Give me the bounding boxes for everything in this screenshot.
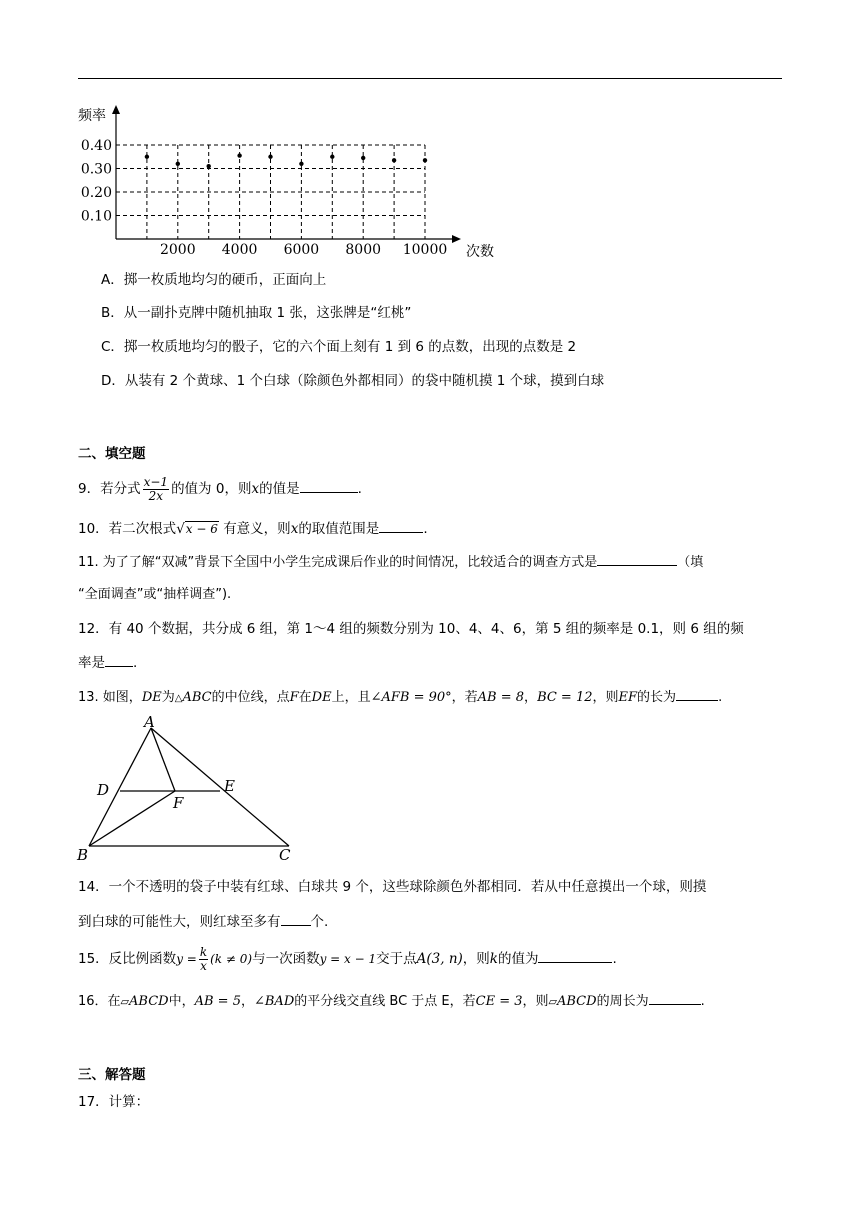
option-c: C．掷一枚质地均匀的骰子，它的六个面上刻有 1 到 6 的点数，出现的点数是 2 bbox=[101, 339, 577, 355]
question-16 bbox=[78, 990, 705, 1012]
q13-t6: ，则 bbox=[592, 690, 619, 705]
label-point-c: C bbox=[279, 846, 291, 864]
q12-answer-blank[interactable] bbox=[105, 652, 133, 667]
frequency-chart bbox=[74, 100, 504, 265]
x-tick-label: 6000 bbox=[283, 242, 320, 258]
q16-abcd-2: ABCD bbox=[557, 994, 597, 1009]
q13-t1: 为 bbox=[161, 690, 175, 705]
q15-linear-function: y = x − 1 bbox=[319, 952, 377, 966]
q11-paren: （填 bbox=[677, 555, 704, 570]
q15-end: . bbox=[612, 951, 617, 967]
q13-triangle-abc: ABC bbox=[182, 690, 212, 705]
option-d: D．从装有 2 个黄球、1 个白球（除颜色外都相同）的袋中随机摸 1 个球，摸到白球 bbox=[101, 373, 605, 389]
q9-numerator: x−1 bbox=[143, 474, 169, 489]
q15-t3: ，则 bbox=[462, 951, 490, 967]
q12-end: . bbox=[133, 655, 138, 671]
q16-t3: 的平分线交直线 BC 于点 E，若 bbox=[294, 994, 476, 1009]
q13-comma: ， bbox=[524, 690, 538, 705]
q13-point-f: F bbox=[289, 690, 299, 705]
data-point bbox=[176, 162, 180, 166]
data-point bbox=[299, 162, 303, 166]
q16-t2: ， bbox=[240, 994, 254, 1009]
q15-text-pre: 15．反比例函数 bbox=[78, 951, 177, 967]
q16-ce-value: CE = 3 bbox=[475, 994, 523, 1009]
q9-text-pre: 9．若分式 bbox=[78, 481, 141, 497]
question-12-line2 bbox=[78, 652, 137, 673]
q10-sqrt: √x − 6 bbox=[176, 521, 218, 537]
q16-end: . bbox=[700, 994, 705, 1009]
q9-answer-blank[interactable] bbox=[300, 478, 358, 493]
question-17: 17．计算： bbox=[78, 1094, 150, 1110]
x-tick-label: 2000 bbox=[159, 242, 196, 258]
question-13 bbox=[78, 686, 722, 709]
q9-variable: x bbox=[251, 481, 260, 497]
data-point bbox=[237, 153, 241, 157]
question-12-line1: 12．有 40 个数据，共分成 6 组，第 1～4 组的频数分别为 10、4、4、6，第 5 组的频率是 0.1，则 6 组的频 bbox=[78, 621, 744, 637]
geometry-figure bbox=[74, 716, 304, 866]
q10-text-post: 的取值范围是 bbox=[298, 521, 380, 537]
q13-segment-de-2: DE bbox=[311, 690, 332, 705]
data-point bbox=[330, 155, 334, 159]
q13-t2: 的中位线，点 bbox=[211, 690, 290, 705]
q15-answer-blank[interactable] bbox=[538, 948, 612, 963]
q11-answer-blank[interactable] bbox=[597, 551, 677, 566]
y-tick-label: 0.40 bbox=[80, 138, 112, 154]
q16-t1: 中， bbox=[168, 994, 195, 1009]
q15-t2: 交于点 bbox=[376, 951, 417, 967]
y-tick-label: 0.10 bbox=[80, 208, 112, 225]
section-answer-title: 三、解答题 bbox=[78, 1067, 146, 1083]
q9-denominator: 2x bbox=[148, 488, 164, 503]
q15-text-mid: 与一次函数 bbox=[252, 951, 320, 967]
question-10 bbox=[78, 518, 428, 539]
q14-end: 个. bbox=[310, 914, 329, 930]
q9-end: . bbox=[357, 481, 362, 497]
segment-bf bbox=[89, 791, 175, 846]
question-9 bbox=[78, 475, 362, 503]
parallelogram-symbol-icon: ▱ bbox=[120, 995, 130, 1008]
x-tick-label: 10000 bbox=[402, 242, 448, 258]
data-point bbox=[423, 158, 427, 162]
q13-t4: 上，且 bbox=[331, 690, 371, 705]
q10-variable: x bbox=[290, 521, 299, 537]
section-fill-in-title: 二、填空题 bbox=[78, 446, 146, 462]
q13-text-pre: 13. 如图， bbox=[78, 690, 142, 705]
segment-ac bbox=[151, 728, 289, 846]
option-a: A．掷一枚质地均匀的硬币，正面向上 bbox=[101, 272, 327, 288]
q14-answer-blank[interactable] bbox=[281, 911, 311, 926]
label-point-d: D bbox=[97, 781, 110, 799]
x-tick-label: 4000 bbox=[221, 242, 258, 258]
data-point bbox=[145, 155, 149, 159]
label-point-f: F bbox=[173, 794, 184, 812]
q16-t5: 的周长为 bbox=[596, 994, 649, 1009]
q13-angle-afb: ∠AFB = 90° bbox=[370, 690, 452, 705]
q15-condition: (k ≠ 0) bbox=[210, 952, 253, 966]
q13-ab-value: AB = 8 bbox=[477, 690, 525, 705]
q16-answer-blank[interactable] bbox=[649, 990, 701, 1005]
y-axis-arrow-icon bbox=[112, 105, 120, 114]
q10-text-pre: 10．若二次根式 bbox=[78, 521, 177, 537]
question-14-line2 bbox=[78, 911, 328, 932]
chart-xlabel: 次数 bbox=[466, 244, 494, 260]
data-point bbox=[268, 155, 272, 159]
parallelogram-symbol-icon-2: ▱ bbox=[548, 995, 557, 1008]
q15-numerator: k bbox=[199, 944, 208, 959]
q16-ab-value: AB = 5 bbox=[194, 994, 241, 1009]
data-point bbox=[361, 156, 365, 160]
q16-text-pre: 16．在 bbox=[78, 994, 121, 1009]
y-tick-label: 0.20 bbox=[80, 185, 112, 201]
q10-end: . bbox=[423, 521, 428, 537]
label-point-b: B bbox=[77, 846, 89, 864]
y-tick-label: 0.30 bbox=[80, 161, 112, 178]
q15-denominator: x bbox=[200, 958, 207, 973]
label-point-a: A bbox=[144, 716, 155, 731]
q13-t5: ，若 bbox=[451, 690, 478, 705]
q16-abcd: ABCD bbox=[129, 994, 169, 1009]
q15-variable-k: k bbox=[489, 951, 498, 967]
x-tick-label: 8000 bbox=[345, 242, 382, 258]
question-11-line2: “全面调查”或“抽样调查”). bbox=[78, 587, 232, 602]
q10-answer-blank[interactable] bbox=[379, 518, 423, 533]
q9-text-mid: 的值为 0，则 bbox=[171, 481, 252, 497]
q12-text: 率是 bbox=[78, 655, 105, 671]
q9-text-post: 的值是 bbox=[259, 481, 300, 497]
q15-point-a: A(3, n) bbox=[416, 951, 463, 967]
q13-end: . bbox=[718, 690, 723, 705]
q11-text: 11. 为了了解“双减”背景下全国中小学生完成课后作业的时间情况，比较适合的调查方式是 bbox=[78, 555, 598, 570]
q10-text-mid: 有意义，则 bbox=[223, 521, 291, 537]
q16-t4: ，则 bbox=[522, 994, 549, 1009]
question-14-line1: 14．一个不透明的袋子中装有红球、白球共 9 个，这些球除颜色外都相同．若从中任意摸出一个球，则摸 bbox=[78, 879, 707, 895]
q16-angle-bad: ∠BAD bbox=[253, 994, 295, 1009]
q13-bc-value: BC = 12 bbox=[537, 690, 593, 705]
q15-text-post: 的值为 bbox=[497, 951, 539, 967]
label-point-e: E bbox=[224, 777, 235, 795]
chart-ylabel: 频率 bbox=[78, 108, 106, 124]
x-axis-arrow-icon bbox=[452, 235, 461, 243]
q13-answer-blank[interactable] bbox=[676, 686, 718, 701]
triangle-symbol-icon: △ bbox=[174, 693, 183, 704]
q10-radicand: x − 6 bbox=[185, 522, 218, 536]
question-11-line1 bbox=[78, 551, 703, 573]
data-point bbox=[392, 158, 396, 162]
header-rule bbox=[78, 78, 782, 79]
q13-t7: 的长为 bbox=[637, 690, 677, 705]
question-15 bbox=[78, 944, 617, 974]
option-b: B．从一副扑克牌中随机抽取 1 张，这张牌是“红桃” bbox=[101, 305, 412, 321]
data-point bbox=[207, 164, 211, 168]
q9-fraction bbox=[143, 476, 169, 503]
q13-t3: 在 bbox=[298, 690, 312, 705]
q13-segment-de: DE bbox=[141, 690, 162, 705]
q15-y-equals: y = bbox=[176, 952, 197, 966]
q13-segment-ef: EF bbox=[618, 690, 638, 705]
q14-text: 到白球的可能性大，则红球至多有 bbox=[78, 914, 281, 930]
q15-fraction bbox=[199, 946, 208, 973]
